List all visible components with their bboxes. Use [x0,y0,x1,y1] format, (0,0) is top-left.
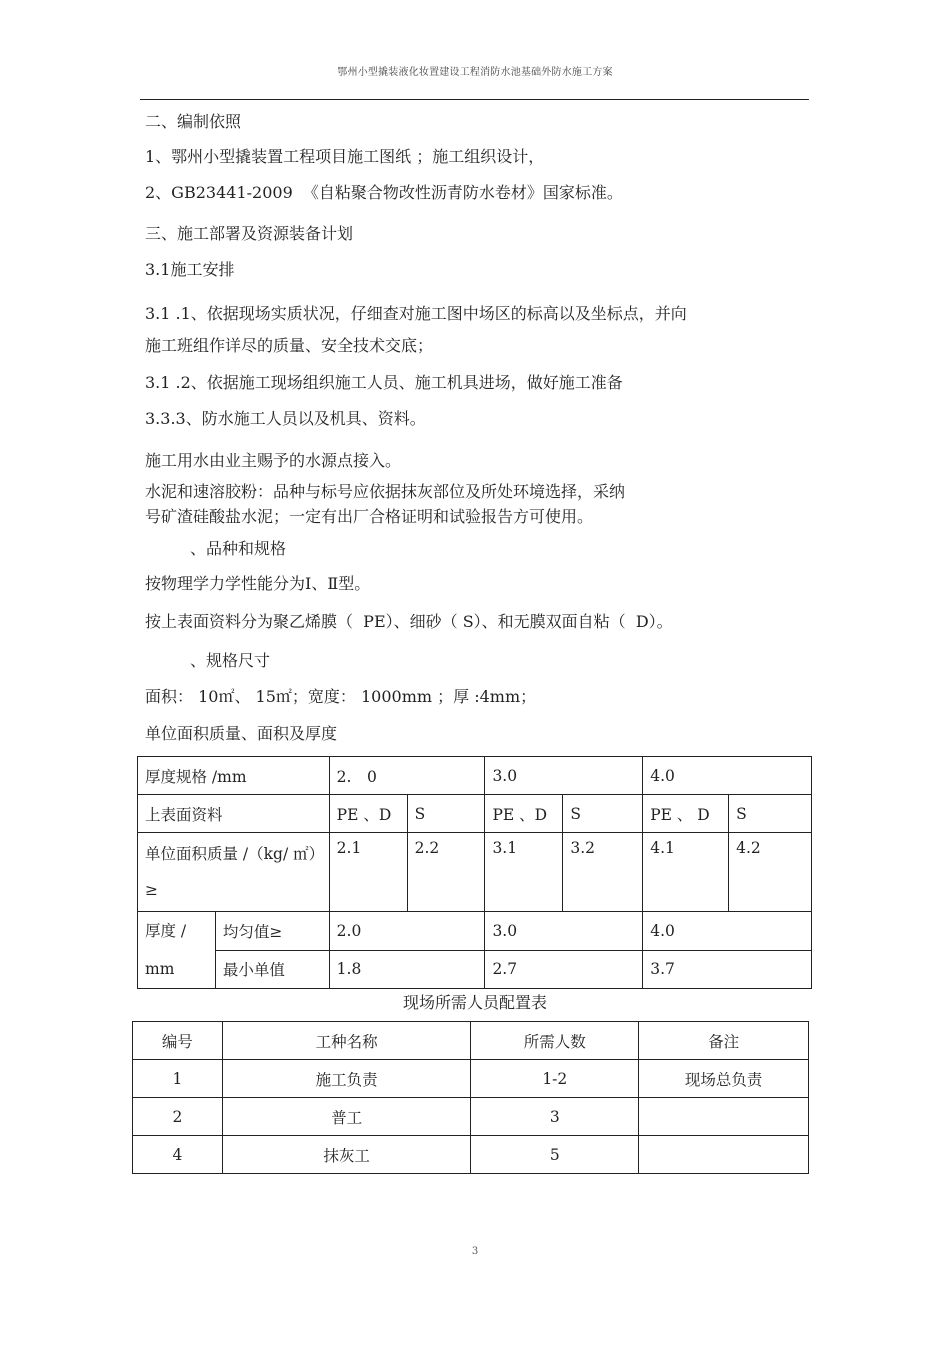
spec-cell: 2.0 [329,912,485,951]
spec-avg-label: 均匀值≥ [215,912,329,951]
spec-cell: S [729,795,812,833]
spec-cell: 2.2 [407,833,485,912]
spec-cell: 2.7 [485,950,643,989]
paragraph-line: 3.3.3、防水施工人员以及机具、资料。 [145,409,426,428]
spec-cell: 3.1 [485,833,563,912]
spec-thickness-label: 厚度规格 /mm [138,757,330,795]
staff-cell: 现场总负责 [639,1060,809,1098]
staff-cell: 1 [133,1060,223,1098]
paragraph-line: 按上表面资料分为聚乙烯膜（ PE）、细砂（ S）、和无膜双面自粘（ D）。 [145,612,673,631]
subheading-varieties: 、品种和规格 [190,539,287,558]
table-row [133,1098,809,1136]
subsection-heading: 3.1施工安排 [145,260,235,279]
staff-cell: 施工负责 [222,1060,471,1098]
staff-cell: 4 [133,1136,223,1174]
staff-header-cell: 所需人数 [471,1022,639,1060]
spec-cell: 4.1 [643,833,729,912]
spec-cell: 3.0 [485,757,643,795]
page-number: 3 [471,1246,479,1257]
paragraph-line: 施工用水由业主赐予的水源点接入。 [145,451,402,470]
staff-header-cell: 编号 [133,1022,223,1060]
spec-cell: 4.2 [729,833,812,912]
spec-min-label: 最小单值 [215,950,329,989]
staff-cell: 3 [471,1098,639,1136]
paragraph-line: 施工班组作详尽的质量、安全技术交底； [145,336,434,355]
spec-cell: 4.0 [643,757,812,795]
paragraph-line: 面积： 10㎡、 15㎡；宽度： 1000mm ；厚 :4mm； [145,687,537,706]
spec-cell: 3.2 [563,833,643,912]
table-title: 单位面积质量、面积及厚度 [145,724,338,743]
paragraph-line: 水泥和速溶胶粉：品种与标号应依据抹灰部位及所处环境选择，采纳 [145,482,626,501]
spec-cell: 2.1 [329,833,407,912]
staff-table-caption: 现场所需人员配置表 [402,993,547,1012]
spec-cell: S [563,795,643,833]
spec-surface-label: 上表面资料 [138,795,330,833]
running-header: 鄂州小型撬装液化妆置建设工程消防水池基础外防水施工方案 [337,67,613,78]
paragraph-line: 3.1 .1、依据现场实质状况，仔细查对施工图中场区的标高以及坐标点，并向 [145,304,687,323]
paragraph-line: 号矿渣硅酸盐水泥；一定有出厂合格证明和试验报告方可使用。 [145,507,594,526]
section-heading-basis: 二、编制依照 [145,112,242,131]
spec-cell: PE 、D [329,795,407,833]
spec-thick-label: 厚度 / mm [138,912,216,989]
staff-cell: 普工 [222,1098,471,1136]
header-rule [140,99,809,100]
staff-cell [639,1136,809,1174]
basis-item-2: 2、GB23441-2009 《自粘聚合物改性沥青防水卷材》国家标准。 [145,183,623,202]
spec-cell: PE 、D [485,795,563,833]
spec-cell: 3.0 [485,912,643,951]
spec-cell: 3.7 [643,950,812,989]
spec-cell: 2. 0 [329,757,485,795]
table-row [133,1136,809,1174]
staff-cell: 抹灰工 [222,1136,471,1174]
staff-cell [639,1098,809,1136]
staff-header-cell: 备注 [639,1022,809,1060]
staff-cell: 2 [133,1098,223,1136]
spec-cell: 1.8 [329,950,485,989]
subheading-sizes: 、规格尺寸 [190,651,271,670]
table-row [133,1060,809,1098]
spec-mass-label: 单位面积质量 /（kg/ ㎡）≥ [138,833,330,912]
staff-table [132,1021,809,1174]
staff-header-cell: 工种名称 [222,1022,471,1060]
spec-cell: PE 、 D [643,795,729,833]
section-heading-deployment: 三、施工部署及资源装备计划 [145,224,354,243]
paragraph-line: 按物理学力学性能分为Ⅰ、Ⅱ型。 [145,574,371,593]
spec-cell: 4.0 [643,912,812,951]
spec-table [137,756,812,989]
paragraph-line: 3.1 .2、依据施工现场组织施工人员、施工机具进场，做好施工准备 [145,373,623,392]
staff-cell: 1-2 [471,1060,639,1098]
spec-cell: S [407,795,485,833]
staff-cell: 5 [471,1136,639,1174]
basis-item-1: 1、鄂州小型撬装置工程项目施工图纸 ；施工组织设计， [145,147,545,166]
